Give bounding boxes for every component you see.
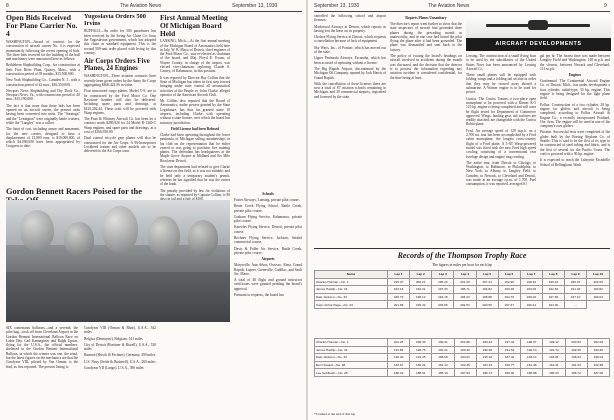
michigan-board-continued: [314, 14, 386, 244]
lap-speed-cell: 192.21: [410, 286, 432, 294]
lap-speed-cell: 193.14: [521, 354, 543, 362]
lap-speed-cell: 191.54: [498, 346, 520, 354]
paragraph: It is expected to reach the Lafayette Escadrille School of Bellingham, Wash.: [540, 158, 610, 167]
lap-speed-cell: 193.09: [520, 286, 542, 294]
paragraph: Pitcairn. Successful tests were completed of the glider built by the Boeing Airplane Co. of Seattle. This is said to be the first of its type to be constructed of steel tubing and fabric, and is the first of several for the Pacific Coast. The craft is powered with a 90 hp. engine.: [540, 130, 610, 156]
lap-speed-cell: 202.09: [587, 278, 610, 286]
article-carrier-bids: [6, 14, 80, 186]
list-item: Graham Flying Service, Kalamazoo, private pilot course.: [234, 214, 302, 224]
paragraph: Pollux. Construction of a two cylinder, 20 hp. engine for gliders and aircraft is being completed, according to Pollux Aircraft & Engine Co., a recently incorporated Portland, Ore. firm. The engine will be used in one of the company's own gliders.: [540, 102, 610, 129]
column-header: Lap 6: [498, 271, 520, 279]
paragraph: Chelsea Flying Service at Detroit, which requests a cancellation because of lack of equipment.: [314, 35, 386, 44]
lap-speed-cell: 162.41: [543, 361, 565, 369]
list-item: Bochner Flying Service, Jackson, limited commercial course.: [234, 236, 302, 245]
pilot-cell: Ben Howard—No. 98: [315, 361, 388, 369]
table-row: [315, 278, 610, 286]
list-item: Foster Airways, Lansing, private pilot course.: [234, 198, 300, 202]
table-row: [315, 286, 610, 294]
subheading: Reports Planes Unsanitary: [405, 16, 447, 20]
lap-speed-cell: 194.01: [454, 354, 476, 362]
paragraph: gal per hr. The fastest time was made between Langley Field and Washington, 140 m.p.h. and the slowest, between Newark and Cleveland, 113 m.p.h.: [540, 54, 610, 71]
lap-speed-cell: 191.25: [410, 354, 432, 362]
lap-speed-cell: 186.74: [476, 369, 498, 377]
right-date: September 13, 1930: [314, 3, 360, 9]
lap-speed-cell: 201.89: [388, 301, 410, 309]
left-page: [0, 0, 306, 420]
lap-speed-cell: 199.41: [432, 339, 454, 347]
paragraph: Ford. An average speed of 129 m.p.h. on a 2,700 mi. tour has been accomplished by a Ford cabin monoplane, the longest cross-country flight of a Ford plane. A 5-AT Wasp-powered model was fitted with the new Ford high speed cowling consisting of a conventional rear fuselage design and engine ring cowling.: [466, 128, 536, 159]
left-magazine-name: The Aviation News: [120, 3, 162, 9]
caption-text: SIX contestants balloons—and a seventh, the pilot bag—took off from Cleveland Airport in the Gordon Bennett International Balloon Race on Labor Day. Carl Kannegieter and Ralph Upson, flying for the U.S.A., the official numbers, sheltered in the Gordon Bennett International Balloon, in which the winner was one, the wind, but the latest figures on the mechanics are that the Goodyear VIII, piloted by Van Orman, is the lead, as first reported. The present listing is:: [6, 326, 78, 369]
lap-speed-cell: 190.82: [587, 286, 610, 294]
lap-speed-cell: 163.07: [388, 361, 410, 369]
lap-speed-cell: 199.10: [542, 278, 564, 286]
lap-speed-cell: 186.72: [565, 369, 587, 377]
lap-speed-cell: 199.32: [410, 301, 432, 309]
paragraph: Bethlehem Shipbuilding Corp., for construction at their Fore River Plant, Quincy, Mass., with a construction period of 39 months, $15,500,000.: [6, 63, 80, 76]
balloon-racers-photo: [6, 200, 230, 322]
lap-speed-cell: 194.30: [542, 301, 564, 309]
paragraph: WASHINGTON—Award of contract for the construction of aircraft carrier No. 4 is expected momentarily following the recent opening of bids. The three bids received for the building of the hull and machinery were announced here as follows:: [6, 39, 80, 62]
michigan-board-inspections: [390, 14, 462, 244]
table-header-row: [315, 271, 610, 279]
lap-speed-cell: 194.82: [476, 286, 498, 294]
paragraph: Newport News Shipbuilding and Dry Dock Co., Newport News, Va., with construction period of 40 mos., $15,190,000.: [6, 88, 80, 102]
paragraph: A total of 40 flight and ground instructor certificates were granted pending the board's approval.: [234, 278, 302, 291]
table-row: [315, 301, 610, 309]
column-header: Lap 3: [432, 271, 454, 279]
column-header: Lap 9: [565, 271, 587, 279]
lap-speed-cell: 161.03: [565, 361, 587, 369]
headline: Open Bids Received For Plane Carrier No. 4: [6, 14, 78, 38]
paragraph: Mr. Collins also reported that the Board of Aeronautics, under powers granted by the State Legislature, has thus far granted some 10 airports, including Clarke with operating without a state license, over which the board has statutory jurisdiction.: [160, 99, 230, 125]
table-row: [315, 354, 610, 362]
subheading: Airports: [261, 257, 275, 262]
lap-speed-cell: 186.88: [521, 369, 543, 377]
paragraph: Pursuant to requests, the board has: [234, 293, 284, 298]
lap-speed-cell: 161.12: [432, 361, 454, 369]
lap-speed-cell: 201.25: [388, 339, 410, 347]
paragraph: Marysville, Ann Arbor, Owosso, Alma, Grand Rapids, Lapeer, Greenville, Cadillac, and Sault Ste. Marie.: [234, 263, 302, 276]
paragraph: BUFFALO—An order for 500 parachutes has been received by the Irving Air Chute Co. from the Yugoslavian government, which has adopted this chute as standard equipment. This is the second 500-unit order placed with Irving by this country.: [84, 29, 156, 55]
list-item: Bentz Creek Flying School, Battle Creek, private pilot course.: [234, 204, 302, 213]
pilot-cell: James Haizlip—No. 31: [315, 286, 388, 294]
lap-speed-cell: 191.02: [565, 286, 587, 294]
paragraph: Markwood Airways at Detroit, which reports as having lost the lease on its property.: [314, 24, 386, 33]
pilot-cell: Charles Holman—No. 1: [315, 339, 388, 347]
lap-speed-cell: 191.86: [388, 346, 410, 354]
left-date: September 13, 1930: [232, 3, 278, 9]
paragraph: The penalty provided by law for violations of the statute, as reported by Captain Collins, is 90: [160, 188, 230, 197]
lap-speed-cell: ...: [565, 301, 587, 309]
lap-speed-cell: 202.09: [587, 339, 609, 347]
headline: Air Corps Orders Five Planes, 24 Engines: [84, 58, 150, 73]
lap-speed-cell: 187.00: [587, 369, 609, 377]
result-item: Goodyear VII (Lange), U.S.A., 390 miles: [84, 366, 144, 371]
lap-speed-cell: 191.74: [543, 346, 565, 354]
paragraph: It was reported by Director Ray Collins that the State of Michigan has taken its first step toward bringing under state control all aeronautical activities of the People vs. John Clarke, alleged operator of the American Aircraft Club.: [160, 75, 230, 97]
lap-speed-cell: 197.60: [542, 293, 564, 301]
lap-speed-cell: 200.23: [476, 339, 498, 347]
headline: Yugoslavia Orders 500 Irvins: [84, 14, 146, 27]
table-row: [315, 339, 610, 347]
paragraph: Curtiss. The Curtiss Trainer, a two-place open monoplane to be powered with a Kinner K-5 125 hp. engine is being completed and will soon be flight tested for Department of Commerce approved. Wings, landing gear, tail surfaces are readily attached, are changeable with the Curtiss Robin plane.: [466, 96, 536, 127]
paragraph: The policy of issuing the board's headings on aircraft involved in accidents during the month was discussed, and the decision that the director is to possess the information regarding any aviation accident is considered confidential, for the time being at least.: [390, 54, 462, 80]
lap-speed-cell: 195.71: [454, 286, 476, 294]
lap-speed-cell: 198.40: [520, 278, 542, 286]
paragraph: cancelled the following school and airport licenses:: [314, 14, 386, 23]
paragraph: The state department had refused to give Clarke a license on this field, as it was not suitable, and he held only a temporary student's permit, whereas he has signified that he was the owner of the bank.: [160, 165, 230, 187]
column-header: Lap 7: [520, 271, 542, 279]
table-title: Records of the Thompson Trophy Race: [397, 251, 527, 260]
paragraph: The fact is that none than these bids has been opened on an aircraft carrier, the present units having been converted into units. The "Saratoga" and the "Lexington" were originally battle cruisers, while the "Langley" was a collier.: [6, 103, 80, 125]
dev-column-2: [540, 54, 610, 244]
lap-speed-cell: 190.04: [587, 293, 610, 301]
paragraph: The Pratt & Whitney Aircraft Co. has been let a contract worth $289,920 for 24 Model R-1340-C Wasp engines, and spare parts and drawings, at a cost of $166,930.09.: [84, 117, 156, 135]
right-page: [308, 0, 614, 420]
lap-speed-cell: 192.13: [521, 346, 543, 354]
headline: First Annual Meeting Of Michigan Board Held: [160, 14, 228, 38]
section-banner: AIRCRAFT DEVELOPMENTS: [466, 38, 611, 51]
column-header: Name: [315, 271, 388, 279]
paragraph: Four trimotored cargo planes, Model C-9, are to be constructed by the Ford Motor Co. One Keystone bomber will also be delivered. Including spare parts and drawings, at $125,202.44. These craft will be powered with Wasp engines.: [84, 89, 156, 115]
column-header: Lap 8: [542, 271, 564, 279]
lap-speed-cell: 185.43: [543, 369, 565, 377]
dev-column-1: [466, 54, 536, 244]
paragraph: Lessing. The construction of a small flying boat to be used by the subsidiaries of the United States Navy has been announced by Lessing Aircraft Co.: [466, 54, 536, 71]
lap-speed-cell: 197.10: [565, 293, 587, 301]
lap-speed-cell: 194.81: [543, 354, 565, 362]
lap-speed-cell: 187.42: [498, 354, 520, 362]
column-header: Lap 5: [476, 271, 498, 279]
lap-speed-cell: 200.93: [565, 339, 587, 347]
lap-speed-cell: 200.21: [410, 278, 432, 286]
lap-speed-cell: 197.44: [498, 339, 520, 347]
lap-speed-cell: 193.48: [498, 286, 520, 294]
paragraph: The entire tour, from Detroit to Chicago, to Washington, to Baltimore, to Philadelphia, to New York, to Albany, to Langley Field, to Camden, to Newark, to Cleveland and Detroit, was made at an average r.p.m. of 1,700. Fuel consumption, it was reported, averaged 61: [466, 160, 536, 187]
records-table-laps-11-20: [314, 338, 610, 377]
paragraph: Continental. The Continental Aircraft Engine Co. of Detroit, Mich., has under development a four cylinder, radial-type, 35 hp. engine. This engine is being designed for the light plane field.: [540, 79, 610, 101]
lap-speed-cell: 161.48: [521, 361, 543, 369]
result-item: City of Detroit (Boettner & Ritzell), U.S.A., 530 miles: [84, 342, 156, 352]
lap-speed-cell: 199.02: [520, 293, 542, 301]
pilot-cell: James Haizlip—No. 31: [315, 346, 388, 354]
lap-speed-cell: 190.04: [587, 354, 609, 362]
column-two: [84, 14, 156, 186]
lap-speed-cell: 196.23: [432, 278, 454, 286]
lap-speed-cell: 184.16: [388, 286, 410, 294]
lap-speed-cell: 160.77: [498, 361, 520, 369]
records-table-laps-1-10: [314, 270, 610, 309]
photo-caption: [6, 326, 78, 416]
dev-header-art: [466, 14, 611, 38]
lap-speed-cell: 198.07: [521, 339, 543, 347]
table-row: [315, 346, 610, 354]
pilot-cell: Charles Holman—No. 1: [315, 278, 388, 286]
lap-speed-cell: 190.82: [587, 346, 609, 354]
lap-speed-cell: 203.06: [432, 301, 454, 309]
lap-speed-cell: 192.90: [498, 278, 520, 286]
race-results: [84, 326, 156, 416]
lap-speed-cell: 186.02: [498, 369, 520, 377]
lap-speed-cell: 200.07: [565, 278, 587, 286]
subheading: Field License had been Refused: [170, 126, 220, 131]
pilot-cell: Dale Jackson—No. 33: [315, 354, 388, 362]
column-header: Lap 2: [410, 271, 432, 279]
paragraph: WASHINGTON—Three aviation contracts have recently been given orders by the Army Air Corps aggregating $466,422.56 in value.: [84, 74, 156, 88]
balloon-envelope: [188, 220, 218, 256]
result-item: Barmen (Hirsch & Fechner), Germany, 490 miles: [84, 353, 156, 358]
paragraph: These small planes will be equipped with folding wings and a folding tail section in order that they may be stowed away aboard a submarine. A Warner engine is to be used for power.: [466, 73, 536, 95]
lap-speed-cell: 197.37: [498, 301, 520, 309]
result-item: Belgica (Demuyter), Belgium, 541 miles: [84, 336, 143, 341]
lap-speed-cell: 195.88: [476, 293, 498, 301]
right-magazine-name: The Aviation News: [428, 3, 470, 9]
page-number: 9: [604, 3, 607, 9]
lap-speed-cell: 192.40: [388, 354, 410, 362]
header-rule: [6, 11, 302, 12]
balloon-envelope: [64, 222, 94, 256]
subheading: Schools: [262, 192, 274, 196]
paragraph: New York Shipbuilding Co., Camden N. J., with a construction period of 42 mos., $16,350,000.: [6, 78, 80, 87]
table-subtitle: The figures in miles per hour for each lap: [432, 263, 492, 267]
lap-speed-cell: 194.18: [432, 293, 454, 301]
lap-speed-cell: 186.79: [388, 293, 410, 301]
pilot-cell: Dale Jackson—No. 33: [315, 293, 388, 301]
lap-speed-cell: 163.19: [476, 361, 498, 369]
table-row: [315, 293, 610, 301]
lap-speed-cell: 192.05: [565, 346, 587, 354]
column-header: Lap 1: [388, 271, 410, 279]
photo-headline: Gordon Bennett Racers Poised for the: [6, 187, 142, 196]
airplane-fuselage-icon: [528, 20, 548, 30]
paragraph: The Big Rapids Airport, discontinued by the Michigan Oil Company, opened by Jack Harris of Grand Rapids.: [314, 66, 386, 80]
paragraph: Sky Ways, Inc., of Pontiac, which has moved out of the state.: [314, 45, 386, 55]
page-number: 8: [6, 3, 9, 9]
paragraph: Upper Peninsula Airways, Escanaba, which has been accused of operating without a license.: [314, 56, 386, 65]
lap-speed-cell: 200.50: [476, 301, 498, 309]
lap-speed-cell: 196.41: [520, 301, 542, 309]
pilot-cell: Lee Gehlbach—No. 28: [315, 369, 388, 377]
lap-speed-cell: 191.21: [432, 346, 454, 354]
header-rule: [314, 11, 610, 12]
lap-speed-cell: 192.84: [542, 286, 564, 294]
lap-speed-cell: 194.70: [498, 293, 520, 301]
paragraph: The limit of cost, including armor and armament, for the new carrier, designed to have a displacement of 13,800 tons, is $19,000,000, of which $4,000,000 have been appropriated by Congress to date.: [6, 127, 80, 149]
lap-speed-cell: 202.53: [454, 301, 476, 309]
lap-speed-cell: 196.23: [454, 293, 476, 301]
balloon-envelope: [20, 210, 54, 250]
lap-speed-cell: 199.12: [543, 339, 565, 347]
lap-speed-cell: 185.19: [432, 369, 454, 377]
lap-speed-cell: 162.45: [454, 361, 476, 369]
table-row: [315, 369, 610, 377]
paragraph: The director's report went further to show that the state inspectors of aircraft had grounded three planes during the preceding month as unairworthy, and in one case had found the pilot flying the plane after it had been grounded. The plane was dismantled and sent back to the factory.: [390, 22, 462, 52]
paragraph: Clarke had been operating throughout the lower peninsula of Michigan selling memberships in his club on the representation that he either owned or was going to purchase five training planes. The defendant has headquarters at the Maple Grove Airport at Midland and Six Mile Road near Detroit.: [160, 132, 230, 163]
lap-speed-cell: 185.91: [410, 369, 432, 377]
lap-speed-cell: 200.33: [410, 339, 432, 347]
subheading: Engines: [568, 73, 582, 78]
crowd-ground: [6, 272, 230, 322]
table-top-rule: [314, 248, 610, 249]
lap-speed-cell: 162.88: [587, 361, 609, 369]
paragraph: LANSING, Mich.—At the first annual meeting of the Michigan Board of Aeronautics held here in July, W. B. Mayo of Detroit, chief engineer of the Ford Motor Co., was re-elected as chairman of the board, and Maj. Floyd E. Evans, of Wayne County, in charge of the airport, was elected vice-chairman, replacing Claude S. Carney, of Kalamazoo, in this position.: [160, 39, 230, 74]
lap-speed-cell: 190.76: [410, 346, 432, 354]
balloon-envelope: [102, 206, 138, 252]
lap-speed-cell: 198.12: [410, 293, 432, 301]
pilot-cell: Capt. Arthur Page—No. 23: [315, 301, 388, 309]
lap-speed-cell: 186.42: [388, 369, 410, 377]
lap-speed-cell: 201.86: [454, 339, 476, 347]
table-footnote: *Crashed at the end of this lap: [314, 412, 356, 416]
lap-speed-cell: 160.24: [410, 361, 432, 369]
paragraph: With the cancellation of these licenses there are now a total of 87 aviation schools remaining in Michigan, and 39 commercial airports, registered and licensed by the state.: [314, 81, 386, 99]
lap-speed-cell: 195.47: [388, 278, 410, 286]
lap-speed-cell: 196.03: [565, 354, 587, 362]
result-item: Goodyear VIII (Orman & Blair), U.S.A., 542 miles: [84, 326, 156, 335]
lap-speed-cell: 195.18: [476, 354, 498, 362]
result-item: U.S. Navy (Settle & Bushnell), U.S.A., 460 miles: [84, 359, 156, 364]
table-row: [315, 361, 610, 369]
balloon-envelope: [148, 216, 180, 256]
lap-speed-cell: 197.33: [432, 286, 454, 294]
column-header: Lap 4: [454, 271, 476, 279]
lap-speed-cell: 197.44: [476, 278, 498, 286]
list-item: Davis & Fuller Air Service, Battle Creek, private pilot course.: [234, 246, 302, 255]
michigan-board-continued: [234, 190, 302, 415]
paragraph: Dual control tricycle gear planes will also be constructed for the Air Corps. A 90-horsepower Lockheed trainer and other models are to be delivered to the Air Corps soon.: [84, 136, 156, 154]
lap-speed-cell: 198.09: [432, 354, 454, 362]
lap-speed-cell: 187.53: [454, 369, 476, 377]
lap-speed-cell: 192.28: [476, 346, 498, 354]
list-item: Knowles Flying Service, Detroit, private pilot course.: [234, 225, 302, 234]
lap-speed-cell: 201.20: [454, 278, 476, 286]
lap-speed-cell: 190.22: [454, 346, 476, 354]
column-header: Lap 10: [587, 271, 610, 279]
